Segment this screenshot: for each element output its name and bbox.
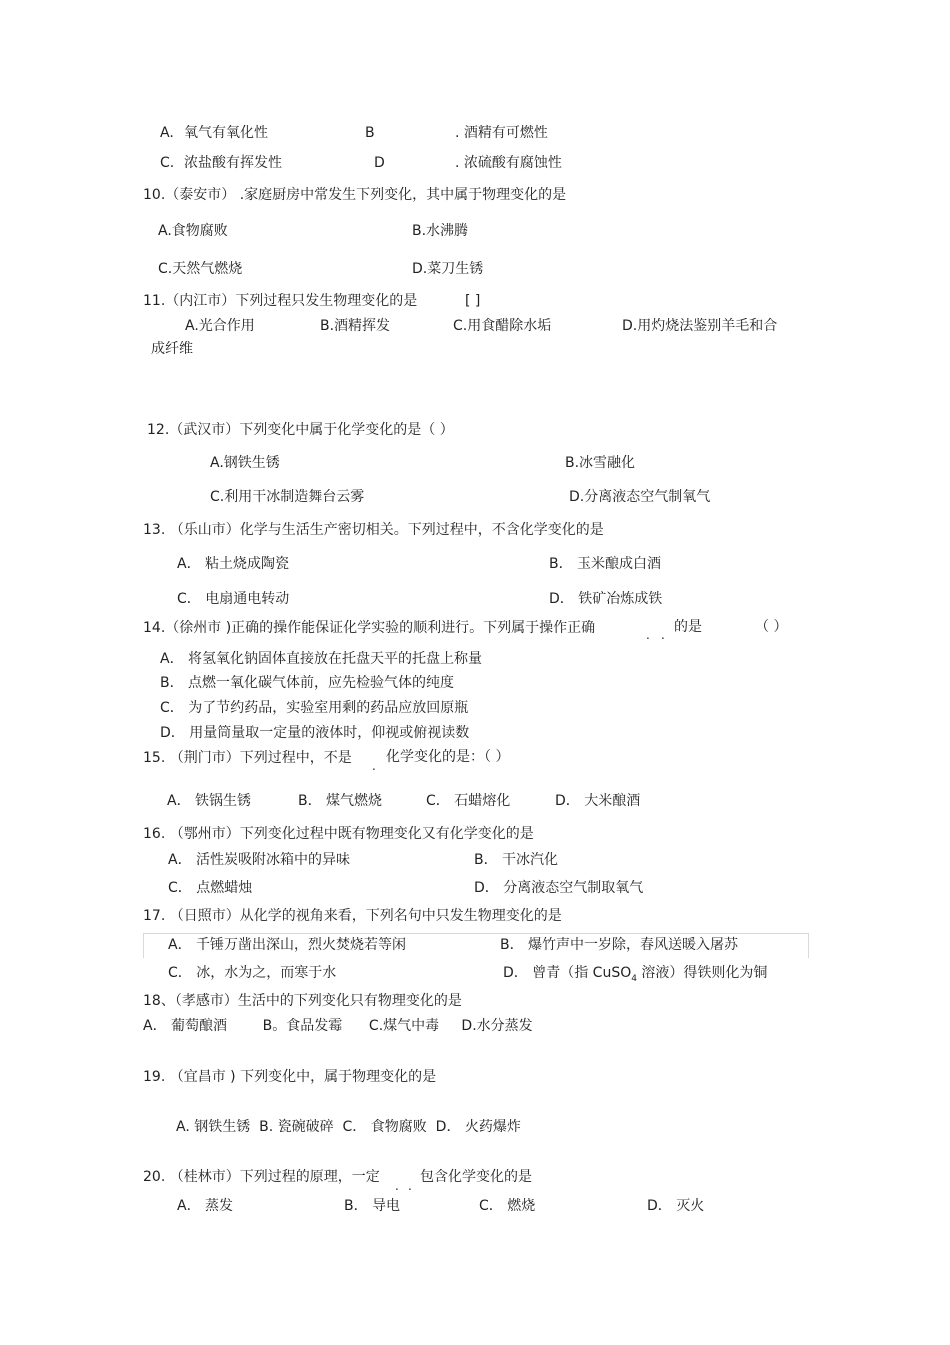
q14-stem: 14.（徐州市 )正确的操作能保证化学实验的顺利进行。下列属于操作正确 [143,620,596,636]
emphasis-dot: . [408,1179,412,1193]
q14-option-b: B． 点燃一氧化碳气体前，应先检验气体的纯度 [160,675,455,691]
q9-option-a-label: A. [160,125,174,141]
q15-option-b: B． 煤气燃烧 [298,793,383,809]
q16-option-c: C． 点燃蜡烛 [168,880,253,896]
q19-stem: 19. （宜昌市 ) 下列变化中，属于物理变化的是 [143,1069,437,1085]
q12-stem: 12.（武汉市）下列变化中属于化学变化的是（ ） [147,422,454,438]
q15-option-a: A． 铁锅生锈 [167,793,252,809]
q13-option-b: B． 玉米酿成白酒 [549,556,662,572]
q20-option-c: C． 燃烧 [479,1198,536,1214]
q9-option-c-text: 浓盐酸有挥发性 [184,155,282,171]
q13-option-c: C． 电扇通电转动 [177,591,290,607]
q12-option-b: B.冰雪融化 [565,455,636,471]
q16-stem: 16. （鄂州市）下列变化过程中既有物理变化又有化学变化的是 [143,826,534,842]
q10-option-a: A.食物腐败 [158,223,228,239]
q15-option-d: D． 大米酿酒 [555,793,641,809]
q14-option-a: A． 将氢氧化钠固体直接放在托盘天平的托盘上称量 [160,651,483,667]
q20-option-a: A． 蒸发 [177,1198,234,1214]
q14-option-d: D． 用量筒量取一定量的液体时，仰视或俯视读数 [160,725,470,741]
q20-stem-end: 包含化学变化的是 [420,1169,532,1185]
q10-option-b: B.水沸腾 [412,223,469,239]
q11-option-d-continued: 成纤维 [151,341,193,357]
q13-option-d: D． 铁矿冶炼成铁 [549,591,663,607]
q10-option-d: D.菜刀生锈 [412,261,484,277]
q9-option-a-text: 氧气有氧化性 [184,125,268,141]
q16-option-d: D． 分离液态空气制取氧气 [474,880,644,896]
emphasis-dot: . [395,1179,399,1193]
q20-stem: 20. （桂林市）下列过程的原理，一定 [143,1169,380,1185]
q18-options: A． 葡萄酿酒 B。食品发霉 C.煤气中毒 D.水分蒸发 [143,1018,533,1034]
q11-option-c: C.用食醋除水垢 [453,318,552,334]
q9-option-c-label: C. [160,155,175,171]
q17-stem: 17. （日照市）从化学的视角来看，下列名句中只发生物理变化的是 [143,908,562,924]
q11-option-a: A.光合作用 [185,318,255,334]
q15-stem-end: 化学变化的是：（ ） [386,749,510,765]
q12-option-a: A.钢铁生锈 [210,455,280,471]
q16-option-b: B． 干冰汽化 [474,852,559,868]
q11-bracket: [ ] [465,293,481,309]
q17-option-d-post: 溶液）得铁则化为铜 [636,965,768,981]
q20-option-d: D． 灭火 [647,1198,705,1214]
q17-option-a: A． 千锤万凿出深山，烈火焚烧若等闲 [168,937,407,953]
q17-option-d [503,964,767,988]
emphasis-dot: . [372,759,376,773]
q11-stem: 11.（内江市）下列过程只发生物理变化的是 [143,293,418,309]
q11-option-d: D.用灼烧法鉴别羊毛和合 [622,318,778,334]
q13-stem: 13. （乐山市）化学与生活生产密切相关。下列过程中，不含化学变化的是 [143,522,604,538]
emphasis-dot: . [646,628,650,642]
q9-option-d-label: D [374,155,385,171]
q17-option-d-subscript: 4 [631,973,637,984]
q15-stem: 15. （荆门市）下列过程中，不是 [143,750,352,766]
q20-option-b: B． 导电 [344,1198,401,1214]
q9-option-d-text: . 浓硫酸有腐蚀性 [455,155,562,171]
q11-option-b: B.酒精挥发 [320,318,391,334]
q9-option-b-text: . 酒精有可燃性 [455,125,548,141]
q14-stem-end: 的是 [674,619,702,635]
q18-stem: 18、（孝感市）生活中的下列变化只有物理变化的是 [143,993,462,1009]
q10-option-c: C.天然气燃烧 [158,261,243,277]
q16-option-a: A． 活性炭吸附冰箱中的异味 [168,852,351,868]
q12-option-d: D.分离液态空气制氧气 [569,489,711,505]
q17-option-d-pre: D． 曾青（指 CuSO [503,965,632,981]
q17-option-c: C． 冰，水为之，而寒于水 [168,965,337,981]
q12-option-c: C.利用干冰制造舞台云雾 [210,489,365,505]
emphasis-dot: . [661,628,665,642]
q14-option-c: C． 为了节约药品，实验室用剩的药品应放回原瓶 [160,700,469,716]
q9-option-b-label: B [365,125,375,141]
q14-bracket: （ ） [755,619,788,635]
q19-options: A. 钢铁生锈 B. 瓷碗破碎 C． 食物腐败 D． 火药爆炸 [176,1119,521,1135]
q13-option-a: A． 粘土烧成陶瓷 [177,556,290,572]
q17-option-b: B． 爆竹声中一岁除，春风送暖入屠苏 [500,937,739,953]
q15-option-c: C． 石蜡熔化 [426,793,511,809]
q10-stem: 10.（泰安市） .家庭厨房中常发生下列变化，其中属于物理变化的是 [143,187,567,203]
